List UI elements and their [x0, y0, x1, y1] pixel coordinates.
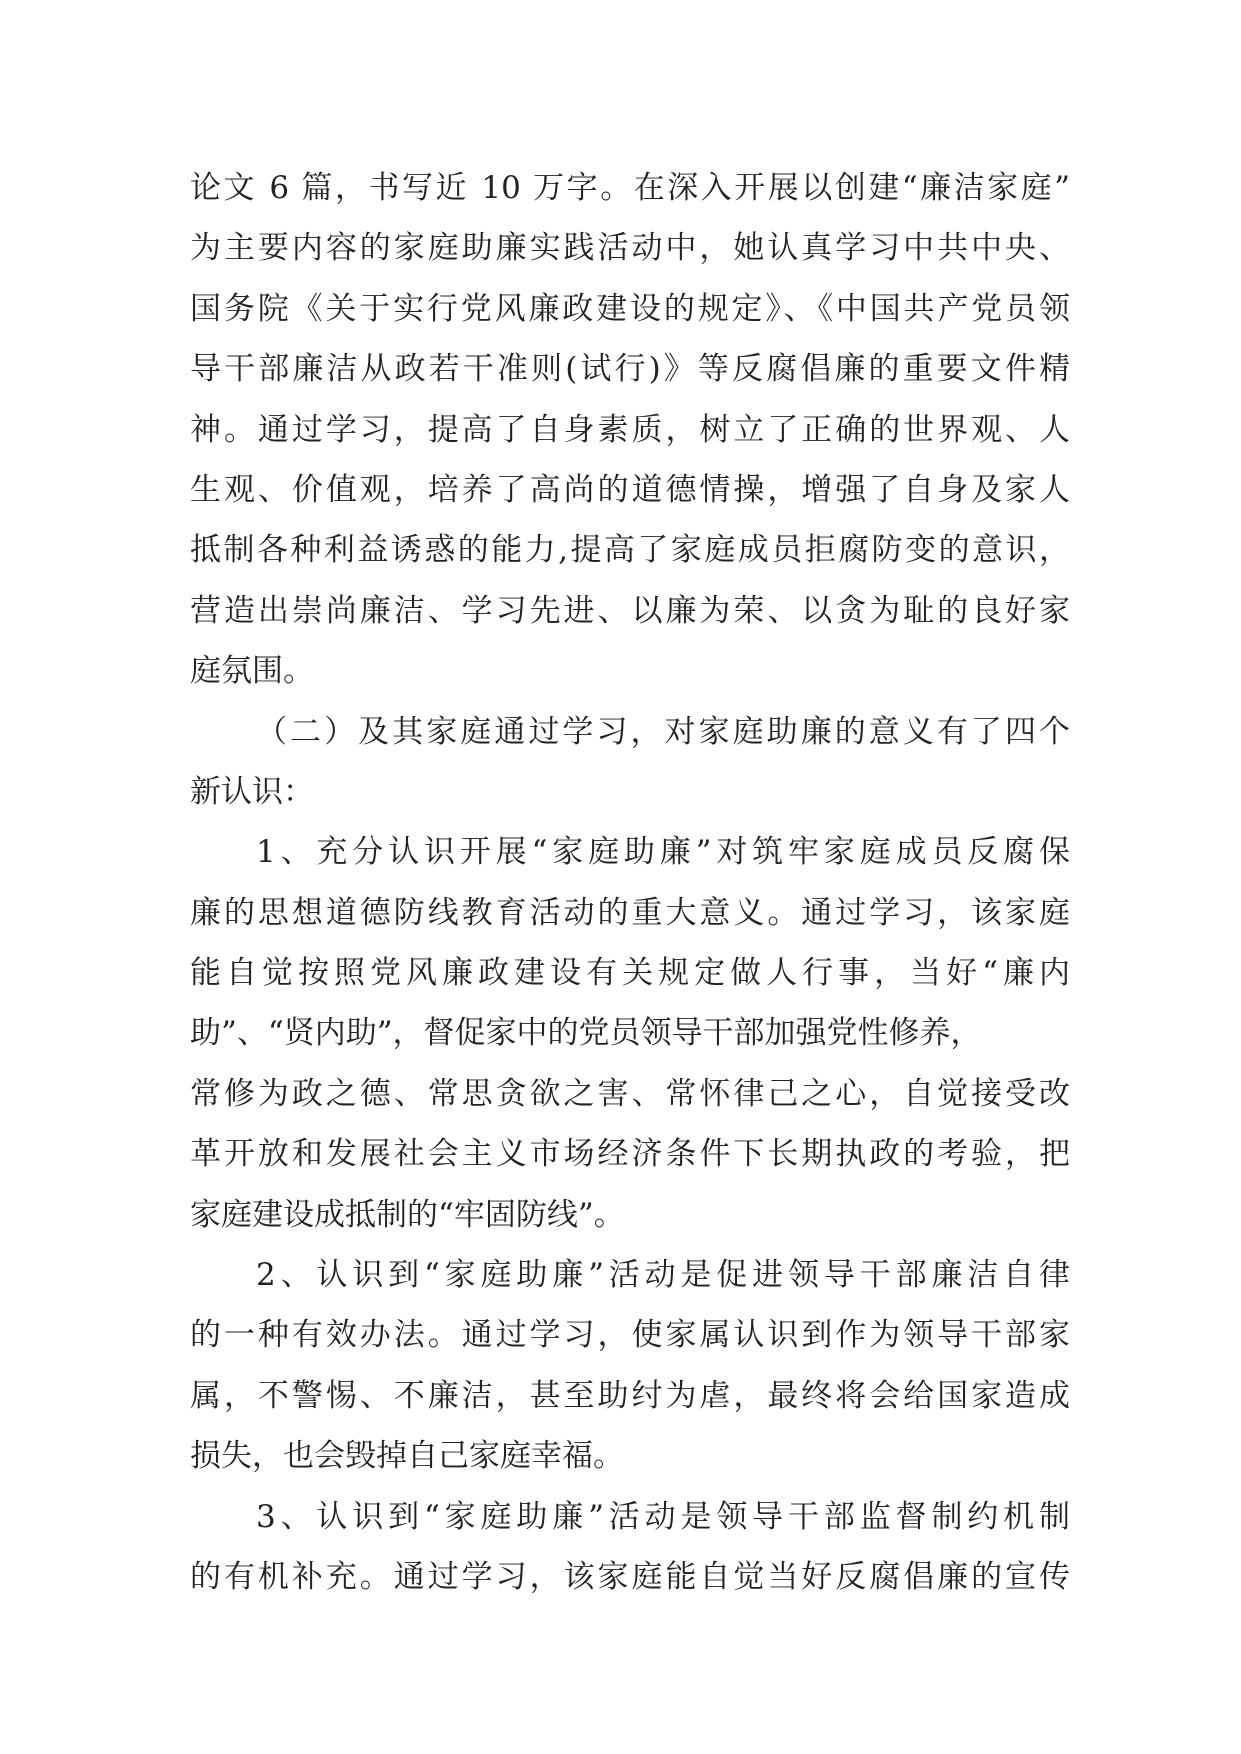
text-line: 家庭建设成抵制的“牢固防线”。 — [190, 1196, 625, 1233]
text-line: 抵制各种利益诱惑的能力,提高了家庭成员拒腐防变的意识， — [190, 532, 1070, 569]
text-line: 的一种有效办法。通过学习，使家属认识到作为领导干部家 — [190, 1317, 1070, 1354]
text-line: 庭氛围。 — [190, 653, 314, 690]
section-heading: （二）及其家庭通过学习，对家庭助廉的意义有了四个 — [256, 713, 1070, 750]
text-line: 革开放和发展社会主义市场经济条件下长期执政的考验，把 — [190, 1136, 1070, 1173]
text-line: 国务院《关于实行党风廉政建设的规定》、《中国共产党员领 — [190, 290, 1070, 327]
text-line: 廉的思想道德防线教育活动的重大意义。通过学习，该家庭 — [190, 894, 1070, 931]
text-line: 为主要内容的家庭助廉实践活动中，她认真学习中共中央、 — [190, 230, 1070, 267]
list-item-2: 2、认识到“家庭助廉”活动是促进领导干部廉洁自律 — [256, 1257, 1070, 1294]
text-line: 导干部廉洁从政若干准则(试行)》等反腐倡廉的重要文件精 — [190, 351, 1070, 388]
list-item-1: 1、充分认识开展“家庭助廉”对筑牢家庭成员反腐保 — [256, 834, 1070, 871]
body-text — [190, 158, 1070, 1607]
text-line: 的有机补充。通过学习，该家庭能自觉当好反腐倡廉的宣传 — [190, 1558, 1070, 1595]
text-line: 新认识： — [190, 773, 314, 810]
text-line: 能自觉按照党风廉政建设有关规定做人行事，当好“廉内 — [190, 955, 1070, 992]
text-line: 论文 6 篇，书写近 10 万字。在深入开展以创建“廉洁家庭” — [190, 170, 1070, 206]
text-line: 助”、“贤内助”，督促家中的党员领导干部加强党性修养， — [190, 1015, 982, 1052]
text-line: 生观、价值观，培养了高尚的道德情操，增强了自身及家人 — [190, 471, 1070, 508]
list-item-3: 3、认识到“家庭助廉”活动是领导干部监督制约机制 — [256, 1498, 1070, 1535]
text-line: 神。通过学习，提高了自身素质，树立了正确的世界观、人 — [190, 411, 1070, 448]
text-line: 属，不警惕、不廉洁，甚至助纣为虐，最终将会给国家造成 — [190, 1377, 1070, 1414]
text-line: 损失，也会毁掉自己家庭幸福。 — [190, 1438, 624, 1475]
text-line: 营造出崇尚廉洁、学习先进、以廉为荣、以贪为耻的良好家 — [190, 592, 1070, 629]
text-line: 常修为政之德、常思贪欲之害、常怀律己之心，自觉接受改 — [190, 1075, 1070, 1112]
